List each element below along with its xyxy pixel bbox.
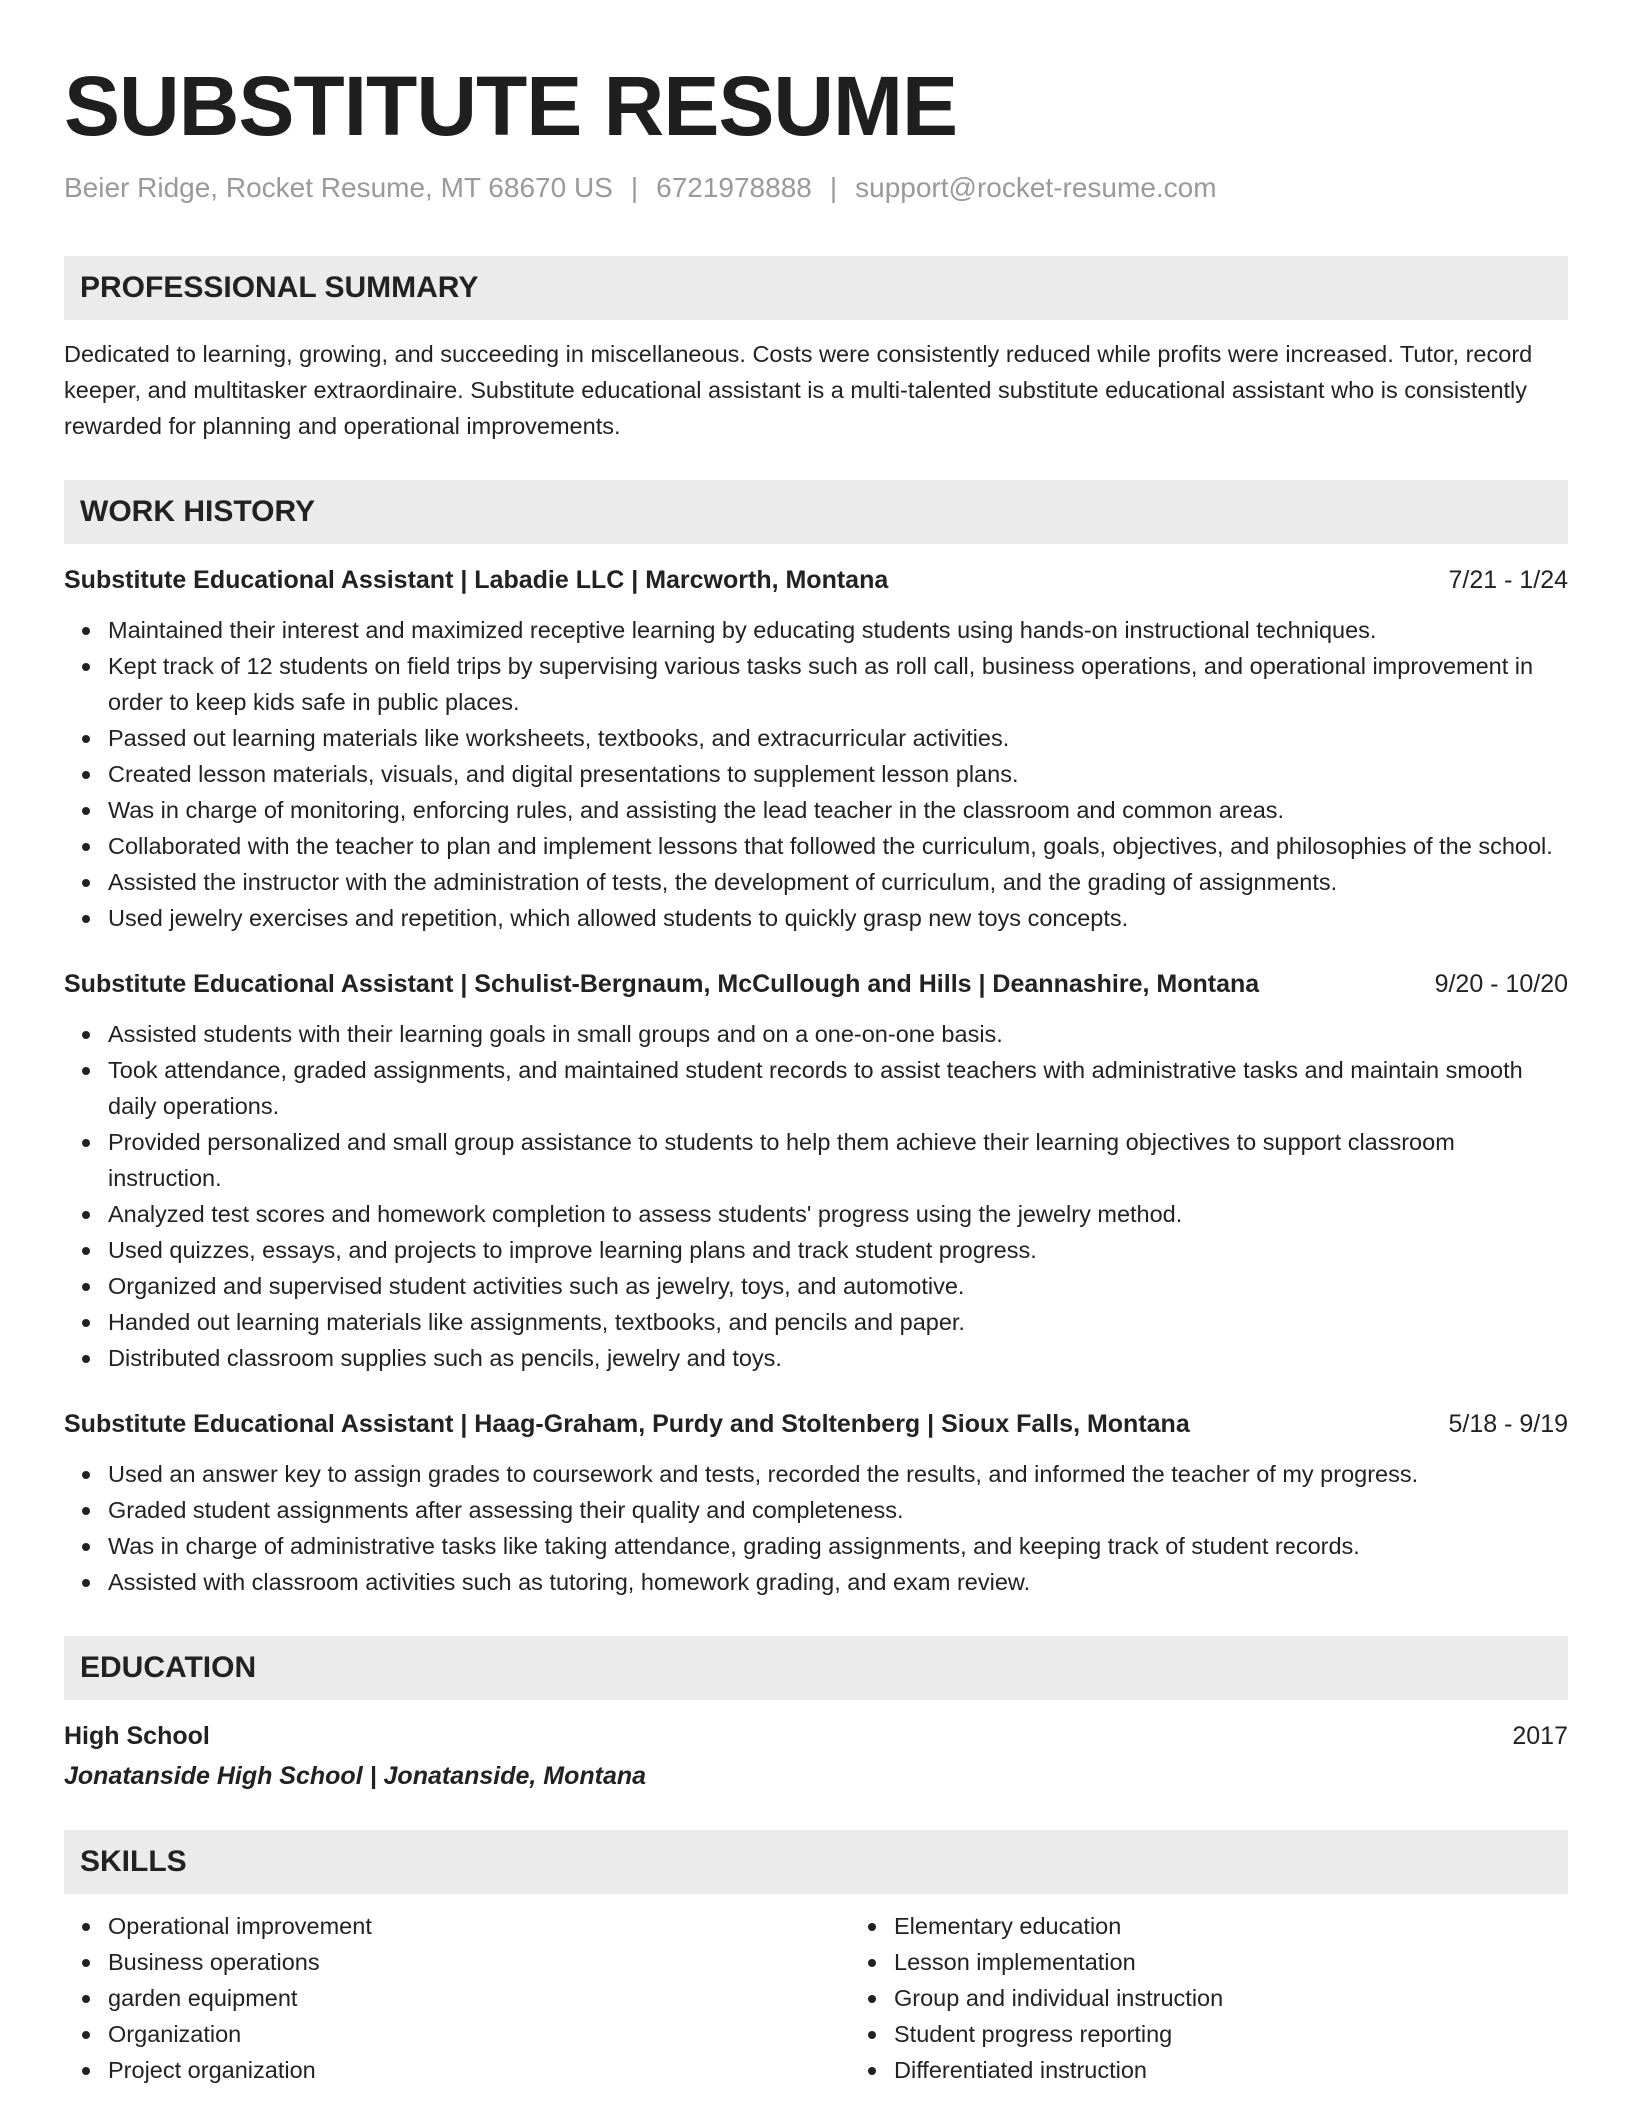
resume-title: SUBSTITUTE RESUME xyxy=(64,59,958,153)
job-bullet: Took attendance, graded assignments, and maintained student records to assist teachers with administrative tasks and maintain smooth daily operations. xyxy=(108,1052,1568,1124)
section-heading-skills: SKILLS xyxy=(64,1830,1568,1894)
contact-address: Beier Ridge, Rocket Resume, MT 68670 US xyxy=(64,172,613,203)
contact-separator: | xyxy=(829,172,838,203)
skills-column-left xyxy=(64,1908,850,2088)
contact-email: support@rocket-resume.com xyxy=(855,172,1217,203)
job-dates: 7/21 - 1/24 xyxy=(1448,566,1568,595)
job-bullet: Organized and supervised student activities such as jewelry, toys, and automotive. xyxy=(108,1268,1568,1304)
education-header xyxy=(64,1718,1568,1754)
job-bullet: Used jewelry exercises and repetition, which allowed students to quickly grasp new toys concepts. xyxy=(108,900,1568,936)
education-degree: High School xyxy=(64,1722,210,1751)
education-school: Jonatanside High School | Jonatanside, Montana xyxy=(64,1762,647,1791)
job-bullets xyxy=(64,1016,1568,1376)
job-bullet: Provided personalized and small group assistance to students to help them achieve their learning objectives to support classroom instruction. xyxy=(108,1124,1568,1196)
job-entry xyxy=(64,562,1568,936)
contact-separator: | xyxy=(630,172,639,203)
skill-item: Operational improvement xyxy=(108,1908,850,1944)
job-entry xyxy=(64,966,1568,1376)
job-bullet: Created lesson materials, visuals, and digital presentations to supplement lesson plans. xyxy=(108,756,1568,792)
section-heading-work: WORK HISTORY xyxy=(64,480,1568,544)
skill-item: Business operations xyxy=(108,1944,850,1980)
job-bullet: Maintained their interest and maximized receptive learning by educating students using hands-on instructional techniques. xyxy=(108,612,1568,648)
job-title: Substitute Educational Assistant | Labadie LLC | Marcworth, Montana xyxy=(64,566,889,595)
skill-item: Lesson implementation xyxy=(894,1944,1568,1980)
job-bullet: Collaborated with the teacher to plan and implement lessons that followed the curriculum, goals, objectives, and philosophies of the school. xyxy=(108,828,1568,864)
job-title: Substitute Educational Assistant | Haag-Graham, Purdy and Stoltenberg | Sioux Falls, Montana xyxy=(64,1410,1190,1439)
skill-item: Elementary education xyxy=(894,1908,1568,1944)
skill-item: Project organization xyxy=(108,2052,850,2088)
skills-list xyxy=(64,1908,1568,2088)
job-bullet: Used quizzes, essays, and projects to improve learning plans and track student progress. xyxy=(108,1232,1568,1268)
job-bullet: Distributed classroom supplies such as pencils, jewelry and toys. xyxy=(108,1340,1568,1376)
job-bullet: Was in charge of monitoring, enforcing rules, and assisting the lead teacher in the classroom and common areas. xyxy=(108,792,1568,828)
skill-item: Student progress reporting xyxy=(894,2016,1568,2052)
job-bullet: Analyzed test scores and homework completion to assess students' progress using the jewelry method. xyxy=(108,1196,1568,1232)
job-bullet: Passed out learning materials like worksheets, textbooks, and extracurricular activities. xyxy=(108,720,1568,756)
job-bullet: Assisted the instructor with the administration of tests, the development of curriculum, and the grading of assignments. xyxy=(108,864,1568,900)
contact-phone: 6721978888 xyxy=(656,172,812,203)
job-bullet: Kept track of 12 students on field trips by supervising various tasks such as roll call, business operations, and operational improvement in order to keep kids safe in public places. xyxy=(108,648,1568,720)
section-heading-summary: PROFESSIONAL SUMMARY xyxy=(64,256,1568,320)
job-dates: 5/18 - 9/19 xyxy=(1448,1410,1568,1439)
contact-line xyxy=(64,170,1568,206)
job-bullet: Used an answer key to assign grades to coursework and tests, recorded the results, and informed the teacher of my progress. xyxy=(108,1456,1568,1492)
job-dates: 9/20 - 10/20 xyxy=(1434,970,1568,999)
job-bullets xyxy=(64,612,1568,936)
summary-text: Dedicated to learning, growing, and succeeding in miscellaneous. Costs were consistently reduced while profits were increased. Tutor, record keeper, and multitasker extraordinaire. Substitute educational assistant is a multi-talented substitute educational assistant who is consistently rewarded for planning and operational improvements. xyxy=(64,341,1533,440)
job-bullet: Graded student assignments after assessing their quality and completeness. xyxy=(108,1492,1568,1528)
job-header xyxy=(64,1406,1568,1442)
job-bullet: Assisted students with their learning goals in small groups and on a one-on-one basis. xyxy=(108,1016,1568,1052)
job-bullet: Handed out learning materials like assignments, textbooks, and pencils and paper. xyxy=(108,1304,1568,1340)
job-entry xyxy=(64,1406,1568,1600)
job-header xyxy=(64,562,1568,598)
job-bullets xyxy=(64,1456,1568,1600)
skills-column-right xyxy=(850,1908,1568,2088)
education-year: 2017 xyxy=(1512,1722,1568,1751)
job-header xyxy=(64,966,1568,1002)
skill-item: Differentiated instruction xyxy=(894,2052,1568,2088)
job-bullet: Was in charge of administrative tasks like taking attendance, grading assignments, and keeping track of student records. xyxy=(108,1528,1568,1564)
job-title: Substitute Educational Assistant | Schulist-Bergnaum, McCullough and Hills | Deannashire, Montana xyxy=(64,970,1260,999)
job-bullet: Assisted with classroom activities such as tutoring, homework grading, and exam review. xyxy=(108,1564,1568,1600)
skill-item: Group and individual instruction xyxy=(894,1980,1568,2016)
skill-item: garden equipment xyxy=(108,1980,850,2016)
section-heading-education: EDUCATION xyxy=(64,1636,1568,1700)
skill-item: Organization xyxy=(108,2016,850,2052)
